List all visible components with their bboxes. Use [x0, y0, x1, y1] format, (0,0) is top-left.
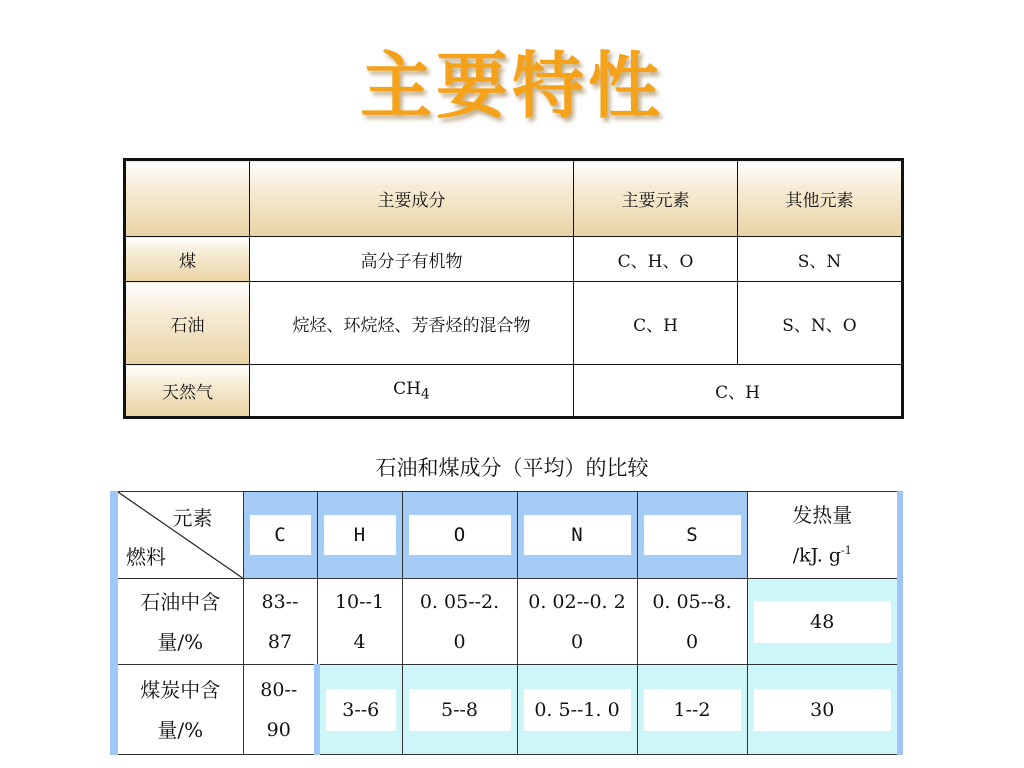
table2-corner-cell [114, 492, 243, 579]
table1-header-composition: 主要成分 [250, 160, 574, 237]
coal-n-value: 0. 5--1. 0 [517, 665, 637, 755]
petroleum-c-value: 83-- 87 [243, 579, 317, 665]
heat-label: 发热量 [792, 502, 853, 527]
coal-c-value: 80-- 90 [243, 665, 317, 755]
table2-row-petroleum [114, 579, 900, 665]
heat-unit-superscript: -1 [841, 543, 852, 557]
element-header-o: O [402, 492, 517, 579]
table2-header-row [114, 492, 900, 579]
heat-value-header [747, 492, 900, 579]
heat-unit [748, 533, 898, 573]
table1-row [125, 365, 903, 418]
table1-fuel-label: 石油 [125, 282, 250, 365]
table1-fuel-label: 煤 [125, 237, 250, 282]
table1-other-elements: S、N [738, 237, 903, 282]
formula-base: CH [393, 378, 421, 399]
petroleum-s-value: 0. 05--8. 0 [637, 579, 747, 665]
table1-composition [250, 365, 574, 418]
row-label-coal: 煤炭中含 量/% [114, 665, 243, 755]
coal-heat-value: 30 [747, 665, 900, 755]
element-header-n: N [517, 492, 637, 579]
petroleum-n-value: 0. 02--0. 2 0 [517, 579, 637, 665]
table1-main-elements: C、H [574, 282, 738, 365]
table1-header-row [125, 160, 903, 237]
corner-fuel-label: 燃料 [126, 545, 166, 569]
table1-row [125, 282, 903, 365]
table1-composition: 高分子有机物 [250, 237, 574, 282]
petroleum-heat-value: 48 [747, 579, 900, 665]
table2-row-coal [114, 665, 900, 755]
page-title: 主要特性 [359, 44, 664, 128]
element-header-h: H [317, 492, 402, 579]
table1-main-elements: C、H、O [574, 237, 738, 282]
row-label-petroleum: 石油中含 量/% [114, 579, 243, 665]
main-characteristics-table [123, 158, 904, 419]
element-header-s: S [637, 492, 747, 579]
composition-comparison-table [110, 491, 903, 755]
table1-composition: 烷烃、环烷烃、芳香烃的混合物 [250, 282, 574, 365]
table1-other-elements: S、N、O [738, 282, 903, 365]
table1-main-other-merged: C、H [574, 365, 903, 418]
table1-header-main-elements: 主要元素 [574, 160, 738, 237]
table1-header-other-elements: 其他元素 [738, 160, 903, 237]
table2-caption: 石油和煤成分（平均）的比较 [375, 456, 649, 480]
petroleum-o-value: 0. 05--2. 0 [402, 579, 517, 665]
coal-s-value: 1--2 [637, 665, 747, 755]
petroleum-h-value: 10--1 4 [317, 579, 402, 665]
table1-fuel-label: 天然气 [125, 365, 250, 418]
coal-o-value: 5--8 [402, 665, 517, 755]
heat-unit-text: /kJ. g [792, 544, 842, 567]
formula-subscript: 4 [420, 386, 430, 403]
coal-h-value: 3--6 [317, 665, 402, 755]
corner-element-label: 元素 [172, 506, 213, 530]
table1-row [125, 237, 903, 282]
element-header-c: C [243, 492, 317, 579]
table1-header-blank [125, 160, 250, 237]
